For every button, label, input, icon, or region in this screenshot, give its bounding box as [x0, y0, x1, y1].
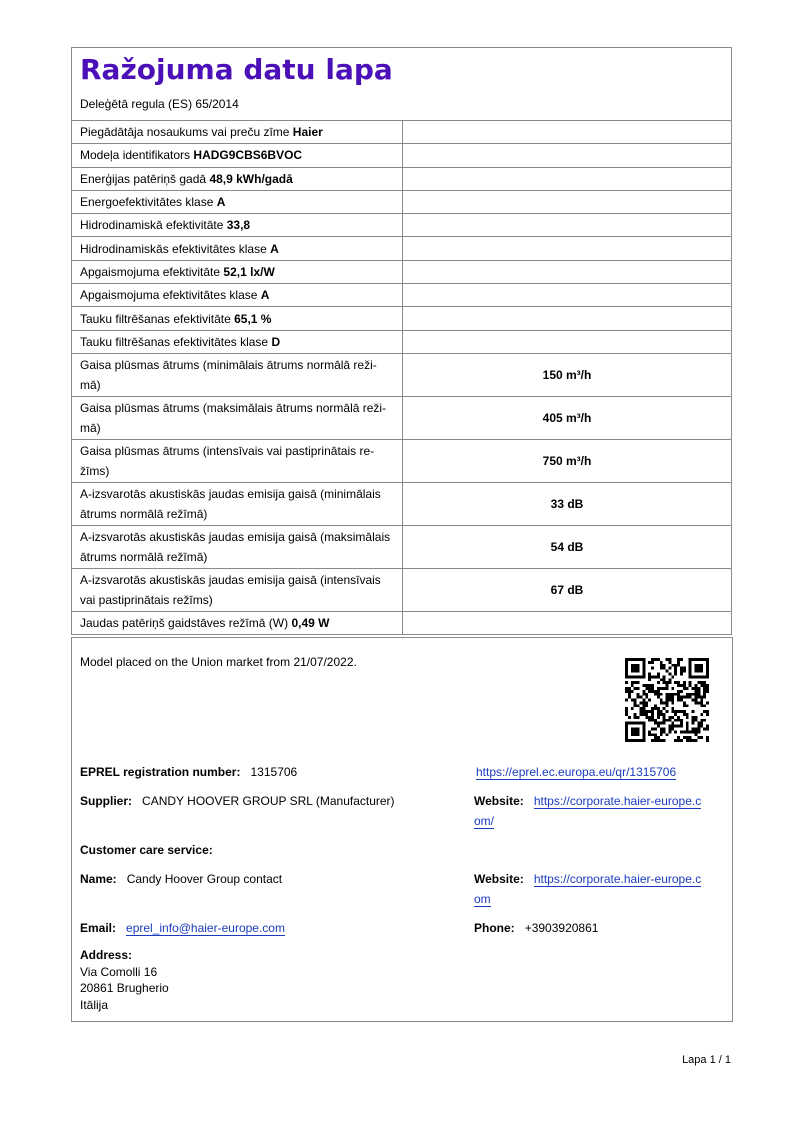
page-title: Ražojuma datu lapa	[80, 53, 393, 86]
eprel-number: 1315706	[250, 765, 298, 779]
row-label-cell	[72, 330, 403, 353]
row-label-cell	[72, 190, 403, 213]
care-website	[474, 869, 724, 909]
supplier-label: Supplier:	[80, 794, 133, 808]
datasheet-header	[72, 48, 731, 121]
row-label: Modeļa identifikators	[80, 148, 191, 163]
datasheet-box	[71, 47, 732, 635]
table-row	[72, 144, 731, 167]
row-label: Gaisa plūsmas ātrums (minimālais ātrums normālā reži- mā)	[80, 357, 377, 392]
row-value: A	[270, 241, 279, 256]
row-label: A-izsvarotās akustiskās jaudas emisija gaisā (intensīvais vai pastiprinātais režīms)	[80, 572, 381, 607]
table-row	[72, 167, 731, 190]
row-label-cell	[72, 482, 403, 525]
row-label-cell	[72, 568, 403, 611]
supplier-value: CANDY HOOVER GROUP SRL (Manufacturer)	[142, 794, 395, 808]
row-value: 33,8	[226, 218, 251, 233]
market-date-text: Model placed on the Union market from 21/07/2022.	[80, 655, 357, 669]
row-value-cell	[403, 439, 732, 482]
table-row	[72, 396, 731, 439]
row-label: Energoefektivitātes klase	[80, 195, 214, 210]
row-value-cell	[403, 260, 732, 283]
row-label-cell	[72, 307, 403, 330]
row-label-cell	[72, 525, 403, 568]
table-row	[72, 237, 731, 260]
regulation-text: Deleģētā regula (ES) 65/2014	[80, 97, 239, 111]
row-value: 65,1 %	[234, 311, 272, 326]
row-value: 54 dB	[550, 539, 584, 554]
row-label-cell	[72, 439, 403, 482]
address-block	[80, 947, 169, 1013]
supplier-website-link-cont[interactable]: om/	[474, 814, 495, 828]
row-label: Hidrodinamiskā efektivitāte	[80, 218, 224, 233]
address-label: Address:	[80, 948, 133, 962]
row-label-cell	[72, 167, 403, 190]
row-label: Apgaismojuma efektivitātes klase	[80, 288, 258, 303]
spec-table	[72, 121, 731, 634]
table-row	[72, 307, 731, 330]
row-value: HADG9CBS6BVOC	[193, 148, 303, 163]
email-link[interactable]: eprel_info@haier-europe.com	[126, 921, 285, 935]
name-row	[80, 869, 282, 889]
row-value-cell	[403, 307, 732, 330]
website-label-2: Website:	[474, 872, 524, 886]
supplier-row	[80, 791, 395, 811]
eprel-label: EPREL registration number:	[80, 765, 241, 779]
row-value: 405 m³/h	[542, 410, 592, 425]
table-row	[72, 611, 731, 634]
row-value: Haier	[292, 125, 323, 140]
row-label-cell	[72, 237, 403, 260]
row-value: 0,49 W	[291, 616, 330, 631]
row-label-cell	[72, 144, 403, 167]
qr-code-icon[interactable]	[625, 658, 709, 742]
phone-value: +3903920861	[524, 921, 599, 935]
row-label: Piegādātāja nosaukums vai preču zīme	[80, 125, 290, 140]
supplier-website-link[interactable]: https://corporate.haier-europe.c	[533, 794, 702, 808]
row-label: Tauku filtrēšanas efektivitāte	[80, 311, 231, 326]
row-value: A	[216, 195, 226, 210]
row-label: Apgaismojuma efektivitāte	[80, 264, 221, 279]
row-label: Tauku filtrēšanas efektivitātes klase	[80, 334, 269, 349]
row-value-cell	[403, 396, 732, 439]
row-value-cell	[403, 482, 732, 525]
name-label: Name:	[80, 872, 117, 886]
row-label: A-izsvarotās akustiskās jaudas emisija gaisā (maksimālais ātrums normālā režīmā)	[80, 529, 391, 564]
row-label-cell	[72, 353, 403, 396]
row-value-cell	[403, 237, 732, 260]
supplier-website	[474, 791, 724, 831]
email-label: Email:	[80, 921, 117, 935]
row-value-cell	[403, 144, 732, 167]
row-value: 52,1 lx/W	[223, 264, 275, 279]
row-label: Gaisa plūsmas ātrums (intensīvais vai pastiprinātais re- žīms)	[80, 443, 375, 478]
table-row	[72, 260, 731, 283]
website-label: Website:	[474, 794, 524, 808]
table-row	[72, 353, 731, 396]
care-website-link-cont[interactable]: om	[474, 892, 491, 906]
address-line-1: Via Comolli 16	[80, 964, 158, 979]
eprel-link-wrap	[476, 762, 676, 782]
row-label: Jaudas patēriņš gaidstāves režīmā (W)	[80, 616, 289, 631]
eprel-registration	[80, 762, 297, 782]
row-value-cell	[403, 525, 732, 568]
table-row	[72, 568, 731, 611]
row-label: A-izsvarotās akustiskās jaudas emisija gaisā (minimālais ātrums normālā režīmā)	[80, 486, 381, 521]
phone-row	[474, 918, 598, 938]
row-label-cell	[72, 396, 403, 439]
address-line-2: 20861 Brugherio	[80, 981, 169, 995]
row-label-cell	[72, 611, 403, 634]
phone-label: Phone:	[474, 921, 515, 935]
eprel-info-box	[71, 637, 733, 1022]
row-value-cell	[403, 353, 732, 396]
table-row	[72, 330, 731, 353]
row-value: 150 m³/h	[542, 367, 592, 382]
table-row	[72, 284, 731, 307]
product-datasheet	[71, 47, 732, 635]
address-line-3: Itālija	[80, 997, 109, 1012]
row-value-cell	[403, 121, 732, 144]
row-value-cell	[403, 611, 732, 634]
row-value-cell	[403, 190, 732, 213]
table-row	[72, 214, 731, 237]
table-row	[72, 190, 731, 213]
row-label-cell	[72, 260, 403, 283]
row-label: Gaisa plūsmas ātrums (maksimālais ātrums normālā reži- mā)	[80, 400, 387, 435]
email-row	[80, 918, 285, 938]
table-row	[72, 482, 731, 525]
row-label-cell	[72, 214, 403, 237]
row-value-cell	[403, 284, 732, 307]
row-value: D	[271, 334, 281, 349]
table-row	[72, 525, 731, 568]
row-label: Hidrodinamiskās efektivitātes klase	[80, 241, 267, 256]
row-value-cell	[403, 568, 732, 611]
name-value: Candy Hoover Group contact	[126, 872, 283, 886]
row-value-cell	[403, 214, 732, 237]
row-value: 33 dB	[550, 496, 584, 511]
row-label-cell	[72, 121, 403, 144]
table-row	[72, 439, 731, 482]
row-label-cell	[72, 284, 403, 307]
row-value-cell	[403, 330, 732, 353]
row-value-cell	[403, 167, 732, 190]
row-label: Enerģijas patēriņš gadā	[80, 171, 207, 186]
care-website-link[interactable]: https://corporate.haier-europe.c	[533, 872, 702, 886]
row-value: 750 m³/h	[542, 453, 592, 468]
page-number: Lapa 1 / 1	[682, 1054, 731, 1066]
customer-care-heading: Customer care service:	[80, 843, 213, 857]
row-value: 67 dB	[550, 582, 584, 597]
row-value: 48,9 kWh/gadā	[209, 171, 293, 186]
table-row	[72, 121, 731, 144]
row-value: A	[260, 288, 270, 303]
eprel-link[interactable]: https://eprel.ec.europa.eu/qr/1315706	[476, 765, 677, 779]
